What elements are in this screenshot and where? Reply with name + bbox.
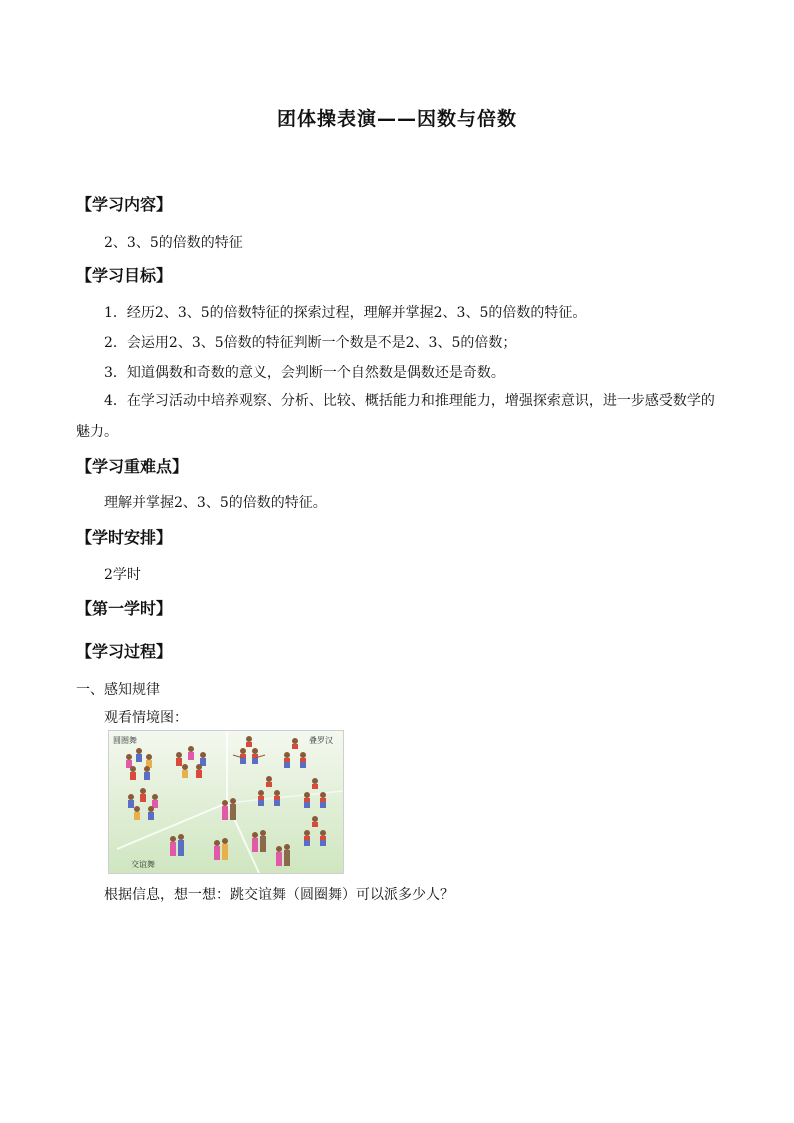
scene-illustration [108, 730, 344, 874]
label-circle-dance: 圆圈舞 [113, 736, 137, 745]
heading-learning-process: 【学习过程】 [76, 642, 173, 661]
goal-item-3: 3．知道偶数和奇数的意义，会判断一个自然数是偶数还是奇数。 [104, 365, 505, 381]
learning-content-text: 2、3、5的倍数的特征 [104, 235, 243, 251]
goal-item-4: 4．在学习活动中培养观察、分析、比较、概括能力和推理能力，增强探索意识，进一步感受数学的魅力。 [76, 393, 715, 440]
document-title: 团体操表演——因数与倍数 [276, 108, 517, 130]
step-1-heading: 一、感知规律 [76, 682, 160, 698]
heading-first-lesson: 【第一学时】 [76, 599, 173, 618]
heading-key-points: 【学习重难点】 [76, 457, 189, 476]
dance-scene-image [109, 731, 343, 873]
key-points-text: 理解并掌握2、3、5的倍数的特征。 [104, 495, 327, 511]
goal-item-1: 1．经历2、3、5的倍数特征的探索过程，理解并掌握2、3、5的倍数的特征。 [104, 305, 587, 321]
heading-schedule: 【学时安排】 [76, 528, 173, 547]
step-1-subtext: 观看情境图： [104, 710, 188, 726]
heading-learning-goals: 【学习目标】 [76, 266, 173, 285]
goal-item-2: 2．会运用2、3、5倍数的特征判断一个数是不是2、3、5的倍数； [104, 335, 517, 351]
schedule-text: 2学时 [104, 567, 141, 583]
label-human-pyramid: 叠罗汉 [309, 736, 333, 745]
question-text: 根据信息，想一想：跳交谊舞（圆圈舞）可以派多少人？ [104, 887, 454, 903]
heading-learning-content: 【学习内容】 [76, 195, 173, 214]
label-ballroom-dance: 交谊舞 [131, 860, 155, 869]
